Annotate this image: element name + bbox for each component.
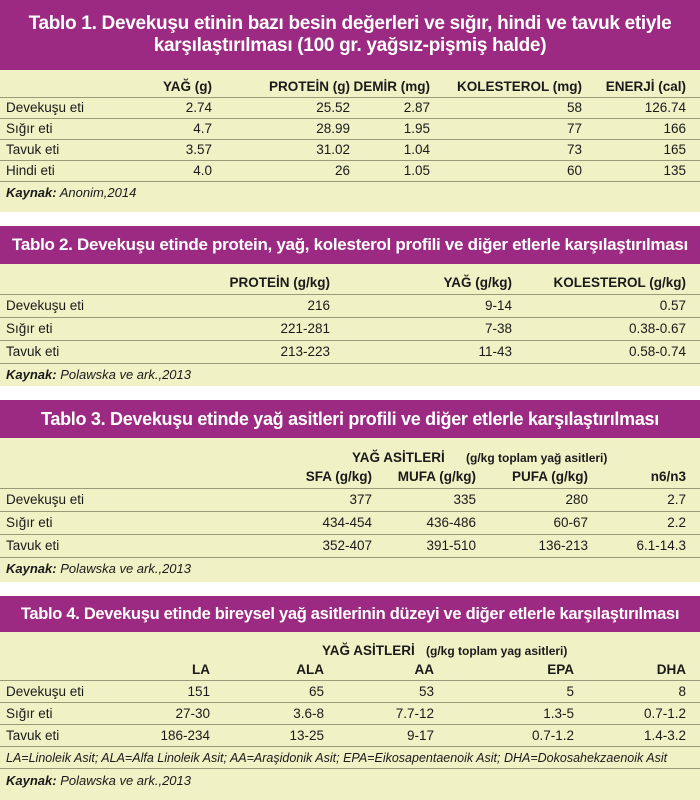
row-label: Devekuşu eti (6, 298, 85, 313)
column-header: YAĞ (g/kg) (443, 275, 512, 290)
column-header: PROTEİN (g/kg) (229, 275, 330, 290)
table-4: Tablo 4. Devekuşu etinde bireysel yağ asitlerinin düzeyi ve diğer etlerle karşılaştırılması YAĞ ASİTLERİ (g/kg toplam yag asitleri) LA ALA AA EPA DHA Devekuşu eti 151 65 53 5 8 Sığır eti 27-30 3.6-8 7.7-12 1.3-5 0.7-1.2 Tavuk eti 186-234 13-25 9-17 0.7-1.2 1.4-3.2 LA=Linoleik Asit; ALA=Alfa Linoleik Asit; AA=Araşidonik Asit; EPA=Eikosapentaenoik Asit; DHA=Dokosahekzaenoik Asit Kaynak: Polawska ve ark.,2013 (0, 596, 700, 800)
column-header: DEMİR (mg) (353, 79, 430, 94)
table-1-title: Tablo 1. Devekuşu etinin bazı besin değerleri ve sığır, hindi ve tavuk etiyle karşılaştırılması (100 gr. yağsız-pişmiş halde) (0, 0, 700, 70)
table-3-title: Tablo 3. Devekuşu etinde yağ asitleri profili ve diğer etlerle karşılaştırılması (0, 400, 700, 438)
column-header: ENERJİ (cal) (605, 79, 686, 94)
row-label: Tavuk eti (6, 538, 60, 553)
column-header: LA (192, 662, 210, 677)
table-1: Tablo 1. Devekuşu etinin bazı besin değerleri ve sığır, hindi ve tavuk etiyle karşılaştırılması (100 gr. yağsız-pişmiş halde) YAĞ (g) PROTEİN (g) DEMİR (mg) KOLESTEROL (mg) ENERJİ (cal) Devekuşu eti 2.74 25.52 2.87 58 126.74 Sığır eti 4.7 28.99 1.95 77 166 Tavuk eti 3.57 31.02 1.04 73 165 Hindi eti 4.0 26 1.05 60 135 Kaynak: Anonim,2014 (0, 0, 700, 212)
column-header: KOLESTEROL (g/kg) (553, 275, 686, 290)
row-label: Tavuk eti (6, 728, 60, 743)
row-label: Tavuk eti (6, 142, 60, 157)
column-header: MUFA (g/kg) (397, 469, 476, 484)
column-header: SFA (g/kg) (305, 469, 372, 484)
column-header: PUFA (g/kg) (512, 469, 588, 484)
row-label: Sığır eti (6, 706, 53, 721)
column-header: KOLESTEROL (mg) (456, 79, 582, 94)
table-4-title: Tablo 4. Devekuşu etinde bireysel yağ asitlerinin düzeyi ve diğer etlerle karşılaştırılması (0, 596, 700, 632)
column-header: YAĞ (g) (162, 79, 212, 94)
row-label: Devekuşu eti (6, 100, 85, 115)
column-header: ALA (296, 662, 324, 677)
column-header: n6/n3 (650, 469, 686, 484)
row-label: Hindi eti (6, 163, 55, 178)
column-header: EPA (547, 662, 574, 677)
table-3: Tablo 3. Devekuşu etinde yağ asitleri profili ve diğer etlerle karşılaştırılması YAĞ ASİTLERİ (g/kg toplam yağ asitleri) SFA (g/kg) MUFA (g/kg) PUFA (g/kg) n6/n3 Devekuşu eti 377 335 280 2.7 Sığır eti 434-454 436-486 60-67 2.2 Tavuk eti 352-407 391-510 136-213 6.1-14.3 Kaynak: Polawska ve ark.,2013 (0, 400, 700, 582)
column-header: AA (414, 662, 434, 677)
table-2: Tablo 2. Devekuşu etinde protein, yağ, kolesterol profili ve diğer etlerle karşılaştırılması PROTEİN (g/kg) YAĞ (g/kg) KOLESTEROL (g/kg) Devekuşu eti 216 9-14 0.57 Sığır eti 221-281 7-38 0.38-0.67 Tavuk eti 213-223 11-43 0.58-0.74 Kaynak: Polawska ve ark.,2013 (0, 226, 700, 386)
column-header: DHA (656, 662, 686, 677)
column-header: PROTEİN (g) (269, 79, 350, 94)
row-label: Sığır eti (6, 515, 53, 530)
row-label: Sığır eti (6, 121, 53, 136)
table-2-title: Tablo 2. Devekuşu etinde protein, yağ, kolesterol profili ve diğer etlerle karşılaştırılması (0, 226, 700, 264)
row-label: Devekuşu eti (6, 684, 85, 699)
row-label: Sığır eti (6, 321, 53, 336)
row-label: Tavuk eti (6, 344, 60, 359)
row-label: Devekuşu eti (6, 492, 85, 507)
